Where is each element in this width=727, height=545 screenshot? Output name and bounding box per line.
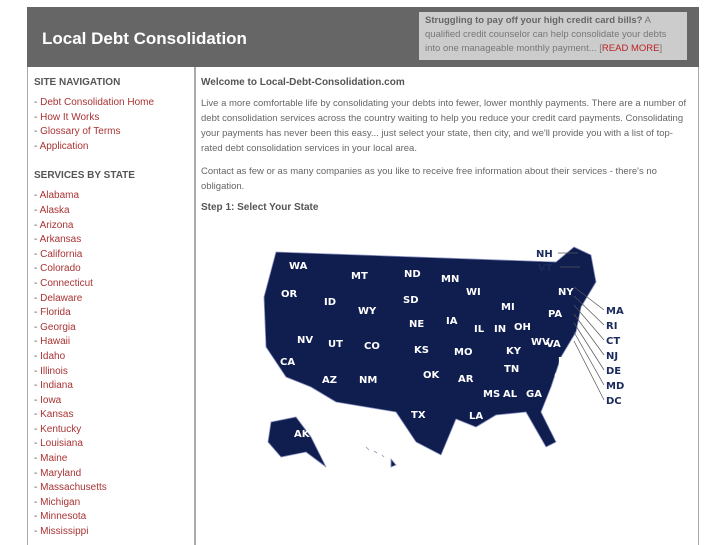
state-or[interactable]: OR [281,289,298,300]
state-link-illinois[interactable]: Illinois [40,365,68,377]
state-ky[interactable]: KY [506,346,521,357]
nav-link-how-it-works[interactable]: How It Works [40,111,100,123]
intro-paragraph: Live a more comfortable life by consolidating your debts into fewer, lower monthly payments. There are a number of debt consolidation services across the country waiting to help you reduce your credit card payments. Consolidating your payments has never been this easy... just select your state, then city, and we'll provide you with a list of top-rated debt consolidation services in your local area. [201,98,687,154]
state-md[interactable]: MD [606,381,625,392]
read-more-link[interactable]: READ MORE [601,43,660,54]
state-va[interactable]: VA [546,339,561,350]
nav-link-glossary-of-terms[interactable]: Glossary of Terms [40,126,121,138]
state-wv[interactable]: WV [531,337,550,348]
state-ms[interactable]: MS [483,389,501,400]
state-dc[interactable]: DC [606,396,622,407]
state-link-hawaii[interactable]: Hawaii [40,336,71,348]
list-item: - Hawaii [34,336,71,348]
list-item: - Illinois [34,365,68,377]
state-nd[interactable]: ND [404,269,421,280]
list-item: - Idaho [34,350,66,362]
list-item: - Debt Consolidation Home [34,97,155,108]
state-link-kentucky[interactable]: Kentucky [40,423,82,435]
state-ga[interactable]: GA [526,389,542,400]
state-vt[interactable]: VT [538,263,553,274]
list-item: - Minnesota [34,511,87,523]
state-link-mississippi[interactable]: Mississippi [40,526,89,538]
state-link-idaho[interactable]: Idaho [40,350,66,362]
list-item: - Kentucky [34,423,82,435]
state-hi[interactable]: HI [386,447,399,458]
state-link-arizona[interactable]: Arizona [39,219,74,231]
state-ks[interactable]: KS [414,345,429,356]
state-wy[interactable]: WY [358,306,377,317]
state-ut[interactable]: UT [328,339,343,350]
list-item: - Michigan [34,496,81,508]
state-link-louisiana[interactable]: Louisiana [40,438,83,450]
contact-paragraph: Contact as few or as many companies as you like to receive free information about their services - there's no obligation. [201,166,657,192]
state-ak[interactable]: AK [294,429,310,440]
state-tx[interactable]: TX [411,410,426,421]
site-title[interactable]: Local Debt Consolidation [42,29,247,48]
state-list [34,189,194,539]
site-navigation-list [34,96,194,154]
list-item: - Maine [34,453,68,465]
state-link-massachusetts[interactable]: Massachusetts [40,482,107,494]
state-az[interactable]: AZ [322,375,337,386]
state-fl[interactable]: FL [549,422,563,433]
state-link-kansas[interactable]: Kansas [40,409,74,421]
us-state-map[interactable] [256,237,656,477]
callout-line [574,341,604,400]
state-tn[interactable]: TN [504,364,520,375]
state-ny[interactable]: NY [558,287,574,298]
state-mi[interactable]: MI [501,302,515,313]
state-nh[interactable]: NH [536,249,553,260]
list-item: - Maryland [34,467,82,479]
list-item: - Georgia [34,321,76,333]
state-nj[interactable]: NJ [606,351,619,362]
state-al[interactable]: AL [503,389,518,400]
sidebar [27,67,196,545]
state-link-indiana[interactable]: Indiana [40,380,73,392]
list-item: - Florida [34,307,71,319]
state-link-delaware[interactable]: Delaware [40,292,83,304]
state-link-arkansas[interactable]: Arkansas [39,234,82,246]
list-item: - Massachusetts [34,482,107,494]
state-oh[interactable]: OH [514,322,531,333]
state-sc[interactable]: SC [554,372,569,383]
state-link-florida[interactable]: Florida [40,307,71,319]
state-nc[interactable]: NC [558,356,574,367]
promo-box [419,12,687,60]
state-mo[interactable]: MO [454,347,473,358]
list-item: - Delaware [34,292,83,304]
state-link-michigan[interactable]: Michigan [40,496,81,508]
step-heading: Step 1: Select Your State [201,202,319,213]
state-nm[interactable]: NM [359,375,378,386]
site-navigation-heading: SITE NAVIGATION [34,77,121,88]
state-link-colorado[interactable]: Colorado [40,263,81,275]
state-ca[interactable]: CA [280,357,296,368]
state-link-minnesota[interactable]: Minnesota [40,511,87,523]
list-item: - Indiana [34,380,73,392]
state-link-maine[interactable]: Maine [40,453,68,465]
promo-headline: Struggling to pay off your high credit card bills? [425,15,643,26]
list-item: - Louisiana [34,438,83,450]
services-by-state-heading: SERVICES BY STATE [34,170,135,182]
state-link-iowa[interactable]: Iowa [40,394,62,406]
promo-bracket: ] [659,43,663,54]
state-link-alaska[interactable]: Alaska [39,204,70,216]
list-item: - Iowa [34,394,62,406]
state-nv[interactable]: NV [297,335,314,346]
list-item: - Colorado [34,263,81,275]
nav-link-debt-consolidation-home[interactable]: Debt Consolidation Home [40,97,155,108]
callout-line [574,332,604,385]
state-ne[interactable]: NE [409,319,425,330]
state-ma[interactable]: MA [606,306,624,317]
state-la[interactable]: LA [469,411,484,422]
state-co[interactable]: CO [364,341,380,352]
state-link-georgia[interactable]: Georgia [40,321,76,333]
list-item: - How It Works [34,111,100,123]
state-ia[interactable]: IA [446,316,458,327]
state-mt[interactable]: MT [351,271,368,282]
state-link-california[interactable]: California [40,248,83,260]
list-item: - Connecticut [34,277,93,289]
main-content [196,67,699,545]
list-item: - Mississippi [34,526,89,538]
state-mn[interactable]: MN [441,274,460,285]
welcome-heading: Welcome to Local-Debt-Consolidation.com [201,77,405,88]
list-item: - Alaska [34,204,70,216]
state-ar[interactable]: AR [458,374,474,385]
state-wi[interactable]: WI [466,287,481,298]
list-item: - Application [34,140,89,152]
state-pa[interactable]: PA [548,309,563,320]
state-link-maryland[interactable]: Maryland [40,467,82,479]
state-sd[interactable]: SD [403,295,419,306]
list-item: - California [34,248,83,260]
state-ct[interactable]: CT [606,336,621,347]
list-item: - Alabama [34,190,80,202]
callout-line [574,323,604,370]
list-item: - Arizona [34,219,74,231]
state-id[interactable]: ID [324,297,337,308]
state-ok[interactable]: OK [423,370,440,381]
promo-text: A qualified credit counselor can help consolidate your debts into one manageable monthly payment... [ [425,15,667,54]
state-link-connecticut[interactable]: Connecticut [40,277,93,289]
state-il[interactable]: IL [474,324,485,335]
list-item: - Arkansas [34,234,82,246]
site-header [27,7,699,67]
state-de[interactable]: DE [606,366,622,377]
state-in[interactable]: IN [494,324,507,335]
nav-link-application[interactable]: Application [39,140,89,152]
state-wa[interactable]: WA [289,261,308,272]
state-ri[interactable]: RI [606,321,618,332]
state-link-alabama[interactable]: Alabama [39,190,80,202]
list-item: - Glossary of Terms [34,126,121,138]
list-item: - Kansas [34,409,74,421]
